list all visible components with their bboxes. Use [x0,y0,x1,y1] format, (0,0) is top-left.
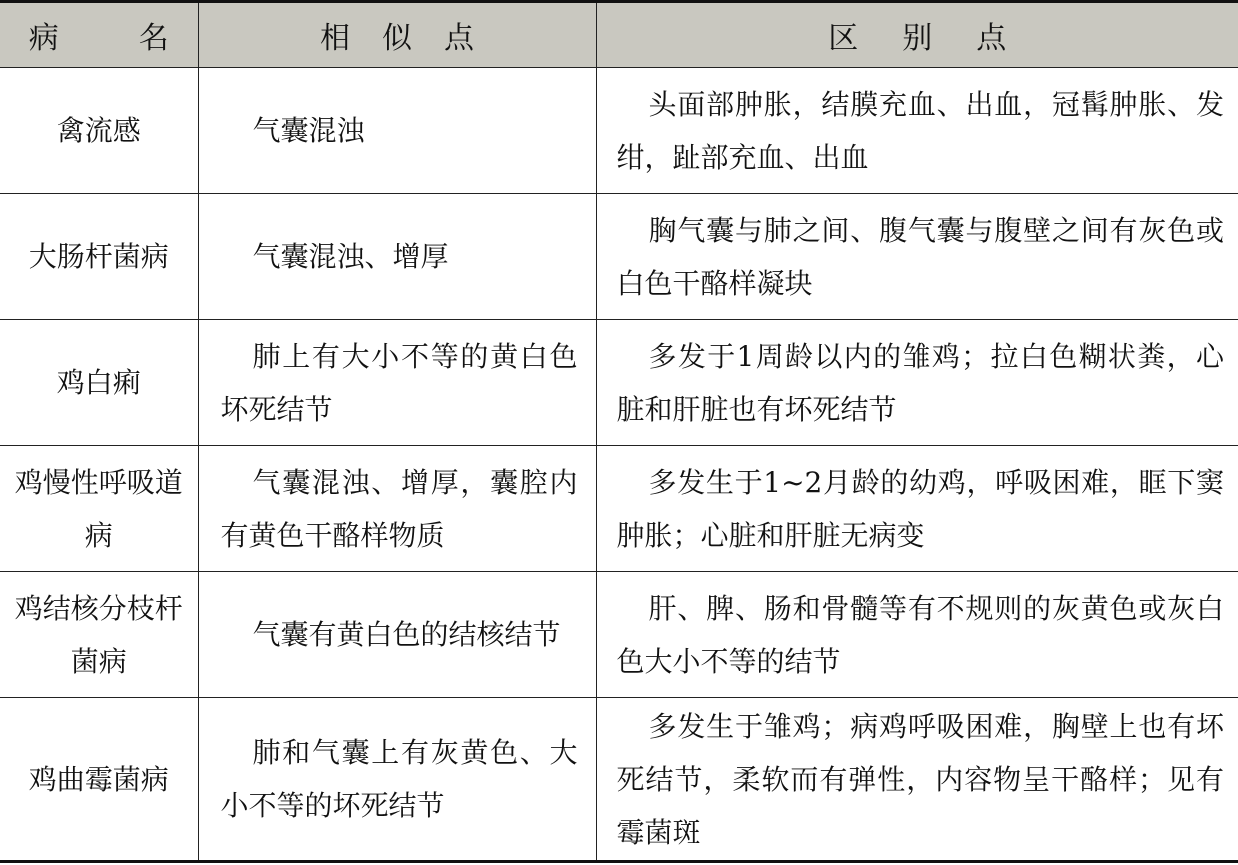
disease-name-cell: 鸡白痢 [0,320,198,446]
table-row [0,572,1238,698]
disease-name-cell: 鸡曲霉菌病 [0,698,198,862]
disease-name-cell: 鸡慢性呼吸道病 [0,446,198,572]
disease-name-cell: 鸡结核分枝杆菌病 [0,572,198,698]
similarity-cell: 肺和气囊上有灰黄色、大小不等的坏死结节 [198,698,596,862]
difference-cell: 头面部肿胀，结膜充血、出血，冠髯肿胀、发绀，趾部充血、出血 [596,68,1238,194]
table-row [0,320,1238,446]
table-row [0,68,1238,194]
difference-cell: 多发生于雏鸡；病鸡呼吸困难，胸壁上也有坏死结节，柔软而有弹性，内容物呈干酪样；见有霉菌斑 [596,698,1238,862]
difference-cell: 肝、脾、肠和骨髓等有不规则的灰黄色或灰白色大小不等的结节 [596,572,1238,698]
table-header [0,2,1238,68]
table-row [0,446,1238,572]
header-name-char-1: 病 [28,21,59,56]
header-disease-name [0,2,198,68]
header-name-char-2: 名 [138,21,169,56]
similarity-cell: 气囊混浊、增厚 [198,194,596,320]
header-row [0,2,1238,68]
similarity-cell: 气囊有黄白色的结核结节 [198,572,596,698]
table-body [0,68,1238,862]
difference-cell: 多发生于1~2月龄的幼鸡，呼吸困难，眶下窦肿胀；心脏和肝脏无病变 [596,446,1238,572]
header-difference: 区别点 [596,2,1238,68]
similarity-cell: 肺上有大小不等的黄白色坏死结节 [198,320,596,446]
disease-name-cell: 禽流感 [0,68,198,194]
difference-cell: 多发于1周龄以内的雏鸡；拉白色糊状粪，心脏和肝脏也有坏死结节 [596,320,1238,446]
table-row [0,194,1238,320]
header-similarity: 相似点 [198,2,596,68]
similarity-cell: 气囊混浊 [198,68,596,194]
table-row [0,698,1238,862]
similarity-cell: 气囊混浊、增厚，囊腔内有黄色干酪样物质 [198,446,596,572]
difference-cell: 胸气囊与肺之间、腹气囊与腹壁之间有灰色或白色干酪样凝块 [596,194,1238,320]
disease-name-cell: 大肠杆菌病 [0,194,198,320]
